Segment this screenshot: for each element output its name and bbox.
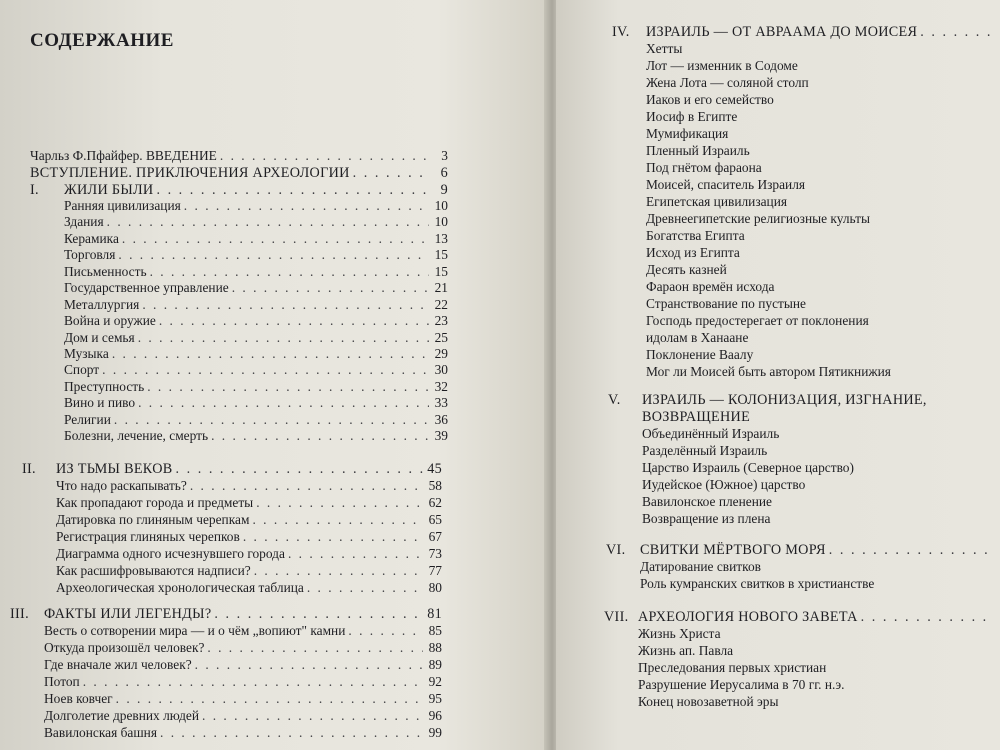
toc-entry: Египетская цивилизация: [646, 194, 788, 209]
toc-entry: Мумификация: [646, 126, 729, 141]
toc-entry: Фараон времён исхода: [646, 279, 775, 294]
toc-entry: [64, 313, 448, 329]
part-heading: [30, 182, 448, 198]
entry-label: Долголетие древних людей: [44, 708, 200, 723]
entry-label: Государственное управление: [64, 280, 229, 295]
page-number: 10: [434, 198, 448, 213]
entry-label: Как расшифровываются надписи?: [56, 563, 251, 578]
toc-entry: Разделённый Израиль: [642, 443, 768, 458]
page-number: 65: [428, 512, 442, 527]
entry-label: Потоп: [44, 674, 80, 689]
right-page: [556, 0, 1000, 750]
page-number: 81: [427, 606, 442, 622]
toc-entry: [56, 546, 442, 562]
entry-label: ВСТУПЛЕНИЕ. ПРИКЛЮЧЕНИЯ АРХЕОЛОГИИ: [30, 165, 350, 181]
toc-entry: [64, 330, 448, 346]
toc-entry: Иудейское (Южное) царство: [642, 477, 806, 492]
toc-entry: [64, 379, 448, 395]
page-number: 9: [440, 182, 448, 198]
part-title: ИЗРАИЛЬ — ОТ АВРААМА ДО МОИСЕЯ: [646, 24, 918, 40]
part-number: VII.: [604, 609, 629, 625]
entry-label: Керамика: [64, 231, 119, 246]
toc-entry: Странствование по пустыне: [646, 296, 806, 311]
toc-entry: [64, 247, 448, 263]
toc-entry: [64, 264, 448, 280]
page-number: 21: [434, 280, 448, 295]
entry-label: Как пропадают города и предметы: [56, 495, 254, 510]
page-number: 62: [428, 495, 442, 510]
page-number: 32: [434, 379, 448, 394]
part-title: АРХЕОЛОГИЯ НОВОГО ЗАВЕТА: [638, 609, 858, 625]
toc-entry: Древнеегипетские религиозные культы: [646, 211, 870, 226]
toc-entry: Жизнь Христа: [638, 626, 721, 641]
toc-entry: [56, 495, 442, 511]
entry-label: Диаграмма одного исчезнувшего города: [56, 546, 285, 561]
entry-label: Религии: [64, 412, 111, 427]
toc-entry: Конец новозаветной эры: [638, 694, 779, 709]
part-number: III.: [10, 606, 29, 622]
part-heading: [608, 392, 994, 408]
entry-label: Спорт: [64, 362, 100, 377]
toc-entry: Поклонение Ваалу: [646, 347, 754, 362]
toc-entry: [44, 674, 442, 690]
entry-label: Болезни, лечение, смерть: [64, 428, 209, 443]
page-number: 6: [440, 165, 448, 181]
entry-label: Где вначале жил человек?: [44, 657, 192, 672]
toc-entry: Вавилонское пленение: [642, 494, 773, 509]
entry-label: Преступность: [64, 379, 145, 394]
entry-label: Весть о сотворении мира — и о чём „вопиют" камни: [44, 623, 346, 638]
toc-entry: Возвращение из плена: [642, 511, 771, 526]
toc-entry: Объединённый Израиль: [642, 426, 780, 441]
toc-entry: Царство Израиль (Северное царство): [642, 460, 854, 475]
page-number: 29: [434, 346, 448, 361]
entry-label: Письменность: [64, 264, 147, 279]
entry-label: Вавилонская башня: [44, 725, 157, 740]
toc-entry: [44, 708, 442, 724]
toc-entry: Мог ли Моисей быть автором Пятикнижия: [646, 364, 891, 379]
toc-entry: [64, 198, 448, 214]
toc-entry: Хетты: [646, 41, 683, 56]
toc-title: СОДЕРЖАНИЕ: [30, 30, 174, 51]
toc-entry: [44, 640, 442, 656]
page-number: 96: [428, 708, 442, 723]
page-number: 80: [428, 580, 442, 595]
toc-entry: [56, 478, 442, 494]
part-heading: [604, 609, 994, 625]
toc-entry: [44, 725, 442, 741]
page-number: 39: [434, 428, 448, 443]
toc-entry: идолам в Ханаане: [646, 330, 749, 345]
page-number: 13: [434, 231, 448, 246]
page-number: 77: [428, 563, 442, 578]
page-number: 10: [434, 214, 448, 229]
entry-label: Ранняя цивилизация: [64, 198, 181, 213]
toc-entry: [30, 148, 448, 164]
toc-entry: Под гнётом фараона: [646, 160, 762, 175]
toc-entry: Иосиф в Египте: [646, 109, 738, 124]
entry-label: Датировка по глиняным черепкам: [56, 512, 250, 527]
toc-entry: Господь предостерегает от поклонения: [646, 313, 869, 328]
part-number: II.: [22, 461, 36, 477]
part-number: V.: [608, 392, 621, 408]
toc-entry: [56, 563, 442, 579]
entry-label: Откуда произошёл человек?: [44, 640, 205, 655]
toc-entry: [44, 691, 442, 707]
toc-entry: Датирование свитков: [640, 559, 761, 574]
toc-entry: Пленный Израиль: [646, 143, 750, 158]
toc-entry: Жизнь ап. Павла: [638, 643, 734, 658]
page-number: 88: [428, 640, 442, 655]
page-number: 92: [428, 674, 442, 689]
part-title: ЖИЛИ БЫЛИ: [64, 182, 154, 198]
part-number: VI.: [606, 542, 626, 558]
page-number: 15: [434, 264, 448, 279]
entry-label: Музыка: [64, 346, 109, 361]
toc-entry: [56, 580, 442, 596]
entry-label: Что надо раскапывать?: [56, 478, 187, 493]
entry-label: Вино и пиво: [64, 395, 136, 410]
toc-entry: Преследования первых христиан: [638, 660, 827, 675]
entry-label: Археологическая хронологическая таблица: [56, 580, 304, 595]
page-number: 25: [434, 330, 448, 345]
toc-entry: [56, 512, 442, 528]
toc-entry: [64, 280, 448, 296]
part-title: ИЗ ТЬМЫ ВЕКОВ: [56, 461, 173, 477]
part-heading: [606, 542, 994, 558]
page-number: 33: [434, 395, 448, 410]
page-number: 85: [428, 623, 442, 638]
toc-entry: Роль кумранских свитков в христианстве: [640, 576, 875, 591]
part-heading: [22, 461, 442, 477]
page-number: 30: [434, 362, 448, 377]
toc-entry: Богатства Египта: [646, 228, 745, 243]
page-number: 95: [428, 691, 442, 706]
toc-entry: Иаков и его семейство: [646, 92, 774, 107]
toc-entry: [44, 623, 442, 639]
page-number: 99: [428, 725, 442, 740]
toc-entry: Моисей, спаситель Израиля: [646, 177, 806, 192]
part-title-continued: ВОЗВРАЩЕНИЕ: [642, 409, 751, 425]
entry-label: Здания: [64, 214, 104, 229]
page-number: 15: [434, 247, 448, 262]
entry-label: Дом и семья: [64, 330, 135, 345]
toc-entry: [64, 214, 448, 230]
toc-entry: Лот — изменник в Содоме: [646, 58, 798, 73]
part-title: ИЗРАИЛЬ — КОЛОНИЗАЦИЯ, ИЗГНАНИЕ,: [642, 392, 927, 408]
toc-entry: [64, 231, 448, 247]
part-title: СВИТКИ МЁРТВОГО МОРЯ: [640, 542, 826, 558]
part-number: IV.: [612, 24, 630, 40]
page-number: 23: [434, 313, 448, 328]
page-number: 73: [428, 546, 442, 561]
toc-entry: [64, 428, 448, 444]
entry-label: Чарльз Ф.Пфайфер. ВВЕДЕНИЕ: [30, 148, 217, 163]
entry-label: Металлургия: [64, 297, 140, 312]
toc-entry: [56, 529, 442, 545]
entry-label: Война и оружие: [64, 313, 156, 328]
page-number: 3: [441, 148, 448, 163]
page-number: 58: [428, 478, 442, 493]
part-heading: [612, 24, 994, 40]
toc-entry: Жена Лота — соляной столп: [646, 75, 809, 90]
toc-entry: [64, 362, 448, 378]
page-number: 45: [427, 461, 442, 477]
toc-entry: Исход из Египта: [646, 245, 740, 260]
toc-entry: [30, 165, 448, 181]
page-number: 36: [434, 412, 448, 427]
part-number: I.: [30, 182, 39, 198]
toc-entry: Десять казней: [646, 262, 727, 277]
part-title: ФАКТЫ ИЛИ ЛЕГЕНДЫ?: [44, 606, 212, 622]
entry-label: Ноев ковчег: [44, 691, 113, 706]
page-number: 22: [434, 297, 448, 312]
entry-label: Торговля: [64, 247, 116, 262]
page-number: 89: [428, 657, 442, 672]
toc-entry: [64, 297, 448, 313]
toc-entry: [64, 412, 448, 428]
page-number: 67: [428, 529, 442, 544]
entry-label: Регистрация глиняных черепков: [56, 529, 240, 544]
toc-entry: [64, 346, 448, 362]
toc-entry: [64, 395, 448, 411]
part-heading: [10, 606, 442, 622]
toc-entry: Разрушение Иерусалима в 70 гг. н.э.: [638, 677, 845, 692]
toc-entry: [44, 657, 442, 673]
